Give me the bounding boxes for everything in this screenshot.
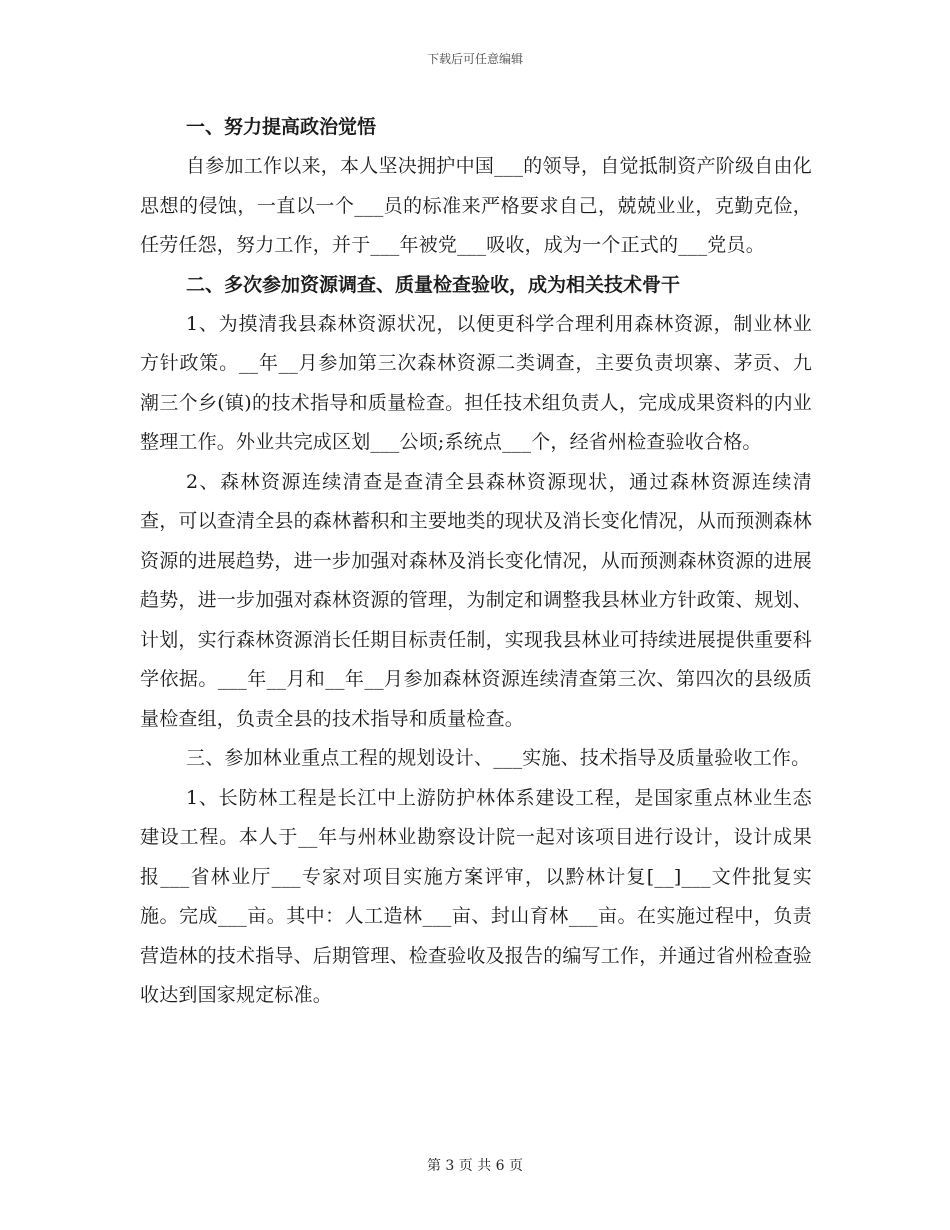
paragraph-continuous-inventory: 2、森林资源连续清查是查清全县森林资源现状，通过森林资源连续清查，可以查清全县的森林蓄积和主要地类的现状及消长变化情况，从而预测森林资源的进展趋势，进一步加强对森林及消长变化情况，从而预测森林资源的进展趋势，进一步加强对森林资源的管理，为制定和调整我县林业方针政策、规划、计划，实行森林资源消长任期目标责任制，实现我县林业可持续进展提供重要科学依据。___年__月和__年__月参加森林资源连续清查第三次、第四次的县级质量检查组，负责全县的技术指导和质量检查。 [140,470,813,730]
paragraph-shelterbelt-project: 1、长防林工程是长江中上游防护林体系建设工程，是国家重点林业生态建设工程。本人于__年与州林业勘察设计院一起对该项目进行设计，设计成果报___省林业厅___专家对项目实施方案评审，以黔林计复[__]___文件批复实施。完成___亩。其中：人工造林___亩、封山育林___亩。在实施过程中，负责营造林的技术指导、后期管理、检查验收及报告的编写工作，并通过省州检查验收达到国家规定标准。 [140,786,813,1006]
paragraph-political-awareness: 自参加工作以来，本人坚决拥护中国___的领导，自觉抵制资产阶级自由化思想的侵蚀，一直以一个___员的标准来严格要求自己，兢兢业业，克勤克俭，任劳任怨，努力工作，并于___年被党___吸收，成为一个正式的___党员。 [140,155,812,256]
page-number-footer: 第 3 页 共 6 页 [426,1158,524,1174]
section-heading-1: 一、努力提高政治觉悟 [186,116,377,138]
page-header-note: 下载后可任意编辑 [426,52,523,66]
section-heading-2: 二、多次参加资源调查、质量检查验收，成为相关技术骨干 [186,273,681,296]
paragraph-forest-survey: 1、为摸清我县森林资源状况，以便更科学合理利用森林资源，制业林业方针政策。__年__月参加第三次森林资源二类调查，主要负责坝寨、茅贡、九潮三个乡(镇)的技术指导和质量检查。担任技术组负责人，完成成果资料的内业整理工作。外业共完成区划___公顷;系统点___个，经省州检查验收合格。 [140,312,812,453]
document-body [140,108,812,1016]
section-heading-3: 三、参加林业重点工程的规划设计、___实施、技术指导及质量验收工作。 [186,747,811,769]
